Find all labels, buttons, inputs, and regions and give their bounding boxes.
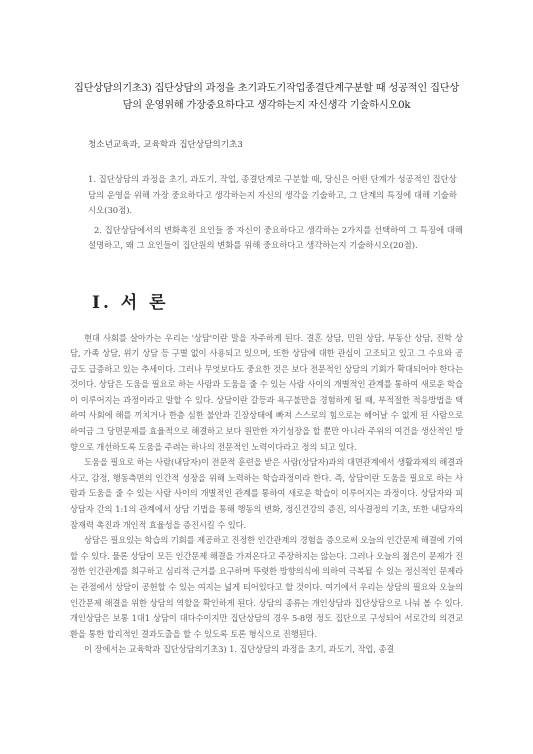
question-1: 1. 집단상담의 과정을 초기, 과도기, 작업, 종결단계로 구분할 때, 당신은 어떤 단계가 성공적인 집단상담의 운영을 위해 가장 중요하다고 생각하는지 자신의 생각을 기술하고, 그 단계의 특징에 대해 기술하시오(30점).	[88, 174, 457, 215]
section-heading: Ⅰ. 서 론	[92, 292, 169, 313]
paragraph: 도움을 필요로 하는 사람(내담자)이 전문적 훈련을 받은 사람(상담자)과의 대면관계에서 생활과제의 해결과 사고, 감정, 행동측면의 인간적 성장을 위해 노력하는 학습과정이라 한다. 즉, 상담이란 도움을 필요로 하는 사람과 도움을 줄 수 있는 사람 사이의 개별적인 관계를 통하여 새로운 학습이 이루어지는 과정이다. 상담자와 피상담자 간의 1:1의 관계에서 상담 기법을 통해 행동의 변화, 정신건강의 증진, 의사결정의 기초, 또한 내담자의 잠재력 촉진과 개인적 효율성을 증진시킬 수 있다.	[70, 457, 463, 530]
question-2: 2. 집단상담에서의 변화촉진 요인들 중 자신이 중요하다고 생각하는 2가지를 선택하여 그 특징에 대해 설명하고, 왜 그 요인들이 집단원의 변화를 위해 중요하다고 생각하는지 기술하시오(20점).	[88, 224, 463, 250]
paragraph: 상담은 필요있는 학습의 기회를 제공하고 진정한 인간관계의 경험을 증으로써 오늘의 인간문제 해결에 기여할 수 있다. 물론 상담이 모든 인간문제 해결을 가져온다고 주장하지는 않는다. 그러나 오늘의 젊은이 문제가 진정한 인간관계를 희구하고 심리적 근거를 요구하며 뚜렷한 방향의식에 의하여 극복될 수 있는 정신적인 문제라는 관점에서 상담이 공헌할 수 있는 여지는 넓게 티어있다고 할 것이다. 여기에서 우리는 상담의 필요와 오늘의 인간문제 해결을 위한 상담의 역할을 확인하게 된다. 상담의 종류는 개인상담과 집단상담으로 나눠 볼 수 있다. 개인상담은 보통 1대1 상담이 대다수이지만 집단상담의 경우 5-8명 정도 집단으로 구성되어 서로간의 의견교환을 통한 합리적인 결과도출을 할 수 있도록 토론 형식으로 진행된다.	[70, 535, 463, 639]
paragraph: 현대 사회를 살아가는 우리는 '상담'이란 말을 자주하게 된다. 결혼 상담, 민원 상담, 부동산 상담, 진학 상담, 가족 상담, 위기 상담 등 구별 없이 사용되고 있으며, 또한 상담에 대한 관심이 고조되고 있고 그 수요와 공급도 급증하고 있는 추세이다. 그러나 무엇보다도 중요한 것은 보다 전문적인 상담의 기회가 확대되어야 한다는 것이다. 상담은 도움을 필요로 하는 사람과 도움을 줄 수 있는 사람 사이의 개별적인 관계를 통하여 새로운 학습이 이루어지는 과정이라고 말할 수 있다. 상담이란 갈등과 욕구불만을 경험하게 될 때, 부적절한 적응방법을 택하여 사회에 해를 끼치거나 한층 심한 불안과 긴장상태에 빠져 스스로의 힘으로는 헤어날 수 없게 된 사람으로 하여금 그 당면문제를 효율적으로 해결하고 보다 원만한 자기성장을 할 뿐만 아니라 주위의 여건을 생산적인 방향으로 개선하도록 도움을 주려는 하나의 전문적인 노력이다라고 정의 되고 있다.	[70, 332, 463, 452]
paragraph: 이 장에서는 교육학과 집단상담의기초3) 1. 집단상담의 과정을 초기, 과도기, 작업, 종결	[84, 644, 395, 655]
body-text	[70, 331, 463, 658]
course-meta: 청소년교육과, 교육학과 집단상담의기초3	[88, 140, 243, 150]
document-title: 집단상담의기초3) 집단상담의 과정을 초기과도기작업종결단계구분할 때 성공적인 집단상담의 운영위해 가장중요하다고 생각하는지 자신생각 기술하시오0k	[73, 83, 459, 111]
